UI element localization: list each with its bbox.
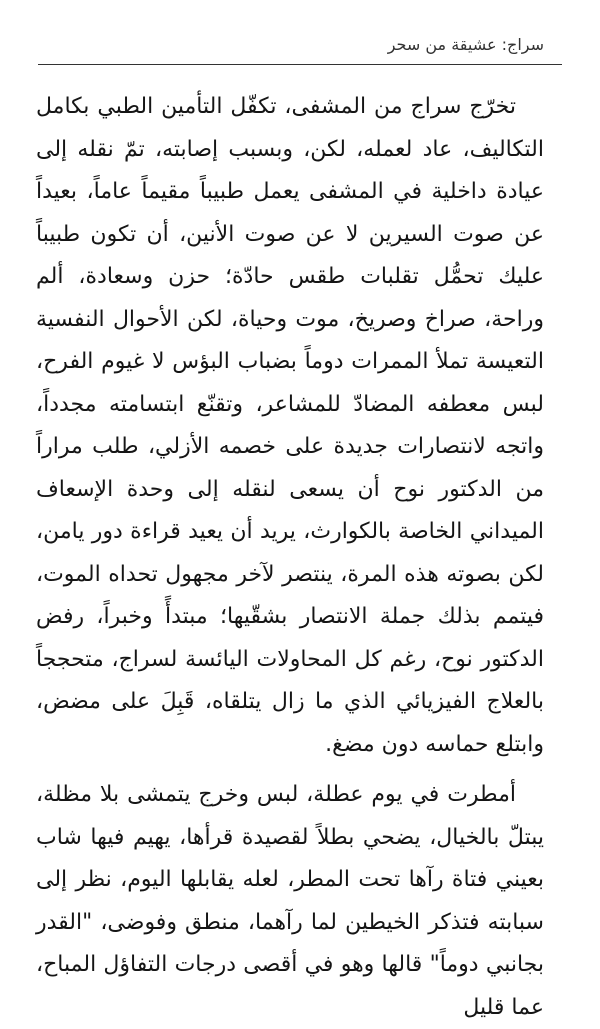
header-divider	[38, 64, 562, 65]
body-text	[36, 86, 544, 1029]
running-header-title: سراج: عشيقة من سحر	[387, 35, 544, 54]
paragraph: تخرّج سراج من المشفى، تكفّل التأمين الطبي بكامل التكاليف، عاد لعمله، لكن، وبسبب إصابته، تمّ نقله إلى عيادة داخلية في المشفى يعمل طبيباً مقيماً عاماً، بعيداً عن صوت السيرين لا عن صوت الأنين، أن تكون طبيباً عليك تحمُّل تقلبات طقس حادّة؛ حزن وسعادة، ألم وراحة، صراخ وصريخ، موت وحياة، لكن الأحوال النفسية التعيسة تملأ الممرات دوماً بضباب البؤس لا غيوم الفرح، لبس معطفه المضادّ للمشاعر، وتقنّع ابتسامته مجدداً، واتجه لانتصارات جديدة على خصمه الأزلي، طلب مراراً من الدكتور نوح أن يسعى لنقله إلى وحدة الإسعاف الميداني الخاصة بالكوارث، يريد أن يعيد قراءة دور يامن، لكن بصوته هذه المرة، ينتصر لآخر مجهول تحداه الموت، فيتمم بذلك جملة الانتصار بشقّيها؛ مبتدأً وخبراً، رفض الدكتور نوح، رغم كل المحاولات اليائسة لسراج، متحججاً بالعلاج الفيزيائي الذي ما زال يتلقاه، قَبِلَ على مضض، وابتلع حماسه دون مضغ.	[36, 94, 544, 757]
paragraph: أمطرت في يوم عطلة، لبس وخرج يتمشى بلا مظلة، يبتلّ بالخيال، يضحي بطلاً لقصيدة قرأها، يهيم فيها شاب بعيني فتاة رآها تحت المطر، لعله يقابلها اليوم، نظر إلى سبابته فتذكر الخيطين لما رآهما، منطق وفوضى، "القدر بجانبي دوماً" قالها وهو في أقصى درجات التفاؤل المباح، عما قليل	[36, 782, 544, 1020]
